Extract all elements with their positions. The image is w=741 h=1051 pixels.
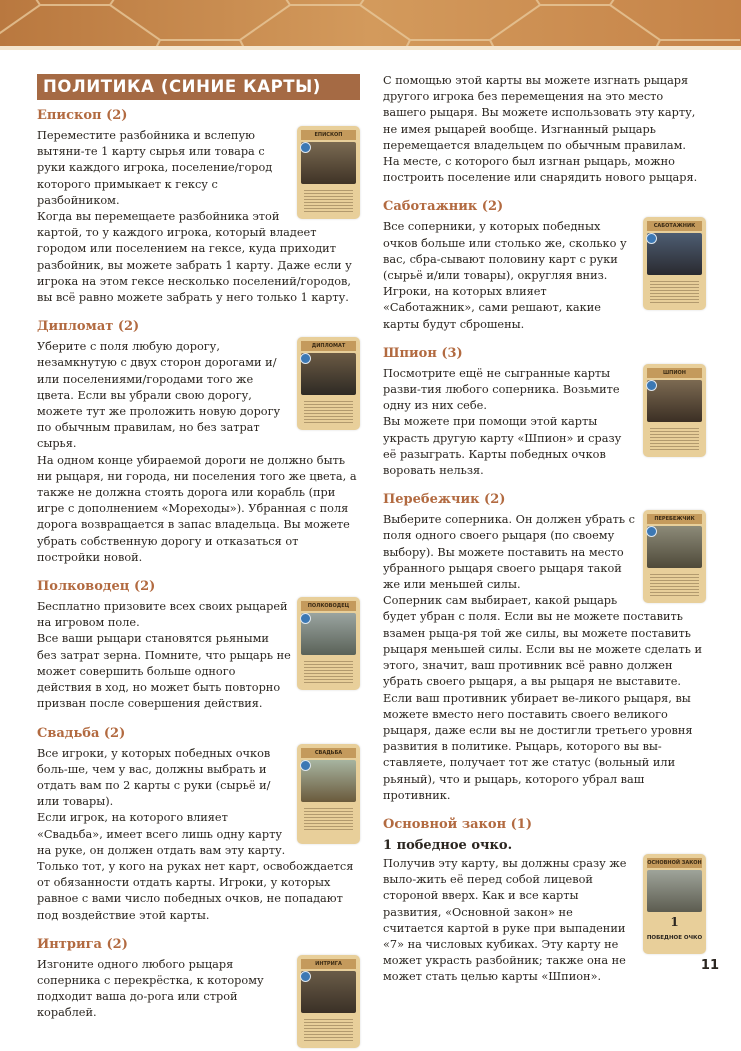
card-title: Интрига (2) bbox=[37, 936, 128, 952]
rule-text: Изгоните одного любого рыцаря соперника с перекрёстка, к которому подходит ваша до-рога или строй кораблей. bbox=[37, 957, 264, 1020]
rule-text: С помощью этой карты вы можете изгнать рыцаря другого игрока без перемещения на это место вашего рыцаря. Вы можете использовать эту карту, не имея рыцарей вообще. Изгнанный рыцарь перемещается владельцем по обычным правилам. На месте, с которого был изгнан рыцарь, можно построить поселение или снарядить нового рыцаря. bbox=[383, 74, 698, 185]
card-entry-episkop bbox=[37, 107, 360, 306]
card-title: Основной закон (1) bbox=[383, 816, 532, 832]
page-number: 11 bbox=[700, 958, 719, 973]
left-column bbox=[37, 74, 360, 1051]
card-entry-polkovodets bbox=[37, 578, 360, 712]
rule-text: Все игроки, у которых победных очков боль-ше, чем у вас, должны выбрать и отдать вам по 2 карты с руки (сырьё и/или товары). bbox=[37, 746, 271, 809]
card-text-lines bbox=[304, 659, 353, 683]
card-thumbnail-title: ДИПЛОМАТ bbox=[301, 341, 356, 351]
card-art bbox=[647, 870, 702, 912]
card-thumbnail-title: САБОТАЖНИК bbox=[647, 221, 702, 231]
rule-text: Переместите разбойника и вслепую вытяни-те 1 карту сырья или товара с руки каждого игрока, поселение/город которого примыкает к гексу с разбойником. bbox=[37, 129, 273, 207]
card-entry-shpion bbox=[383, 345, 706, 479]
right-column bbox=[383, 73, 706, 986]
victory-point-number: 1 bbox=[670, 914, 679, 929]
card-title: Свадьба (2) bbox=[37, 725, 126, 741]
card-title: Епископ (2) bbox=[37, 108, 128, 123]
card-text-lines bbox=[304, 399, 353, 423]
card-thumbnail-title: ЕПИСКОП bbox=[301, 130, 356, 140]
victory-point-label: ПОБЕДНОЕ ОЧКО bbox=[646, 934, 703, 941]
rule-text: Соперник сам выбирает, какой рыцарь будет убран с поля. Если вы не можете поставить взамен рыца-ря той же силы, вы можете поставить рыцаря меньшей силы. Если вы не можете сделать и этого, значит, ваш противник всё равно должен убрать своего рыцаря, а вы рыцаря не выставите. Если ваш противник убирает ве-ликого рыцаря, вы можете вместо него поставить своего великого рыцаря, даже если вы не достигли третьего уровня развития в политике. Рыцарь, которого вы вы-ставляете, получает тот же статус (вольный или рьяный), что и рыцарь, которого убрал ваш противник. bbox=[383, 594, 703, 802]
politics-icon bbox=[646, 380, 657, 391]
card-entry-intriga bbox=[37, 936, 360, 1022]
section-header: ПОЛИТИКА (СИНИЕ КАРТЫ) bbox=[37, 74, 360, 100]
card-thumbnail-title: ИНТРИГА bbox=[301, 959, 356, 969]
rule-text: Игроки, на которых влияет «Саботажник», сами решают, какие карты будут сброшены. bbox=[383, 285, 601, 331]
card-title: Шпион (3) bbox=[383, 345, 463, 361]
card-text-lines bbox=[650, 572, 699, 596]
card-thumbnail-title: ОСНОВНОЙ ЗАКОН bbox=[647, 859, 702, 866]
card-title: Полководец (2) bbox=[37, 579, 156, 595]
rule-text: Получив эту карту, вы должны сразу же выло-жить её перед собой лицевой стороной вверх. Как и все карты развития, «Основной закон» не считается картой в руке при выпадении «7» на числовых кубиках. Эту карту не может украсть разбойник; также она не может стать целью карты «Шпион». bbox=[383, 856, 627, 984]
card-thumbnail bbox=[297, 744, 360, 844]
card-entry-perebezhchik bbox=[383, 491, 706, 804]
card-thumbnail-title: ПЕРЕБЕЖЧИК bbox=[647, 514, 702, 524]
rule-text: Когда вы перемещаете разбойника этой картой, то у каждого игрока, который владеет городом или поселением на гексе, куда приходит разбойник, вы можете забрать 1 карту. Даже если у игрока на этом гексе несколько поселений/городов, вы всё равно можете забрать у него только 1 карту. bbox=[37, 210, 352, 305]
card-thumbnail bbox=[297, 126, 360, 219]
card-title: Перебежчик (2) bbox=[383, 492, 506, 508]
card-entry-diplomat bbox=[37, 318, 360, 566]
header-banner bbox=[0, 0, 741, 50]
card-title: Саботажник (2) bbox=[383, 199, 504, 215]
card-entry-osnovnoy-zakon bbox=[383, 816, 706, 986]
card-text-lines bbox=[304, 1017, 353, 1041]
rule-text: Выберите соперника. Он должен убрать с поля одного своего рыцаря (по своему выбору). Вы можете поставить на место убранного рыцаря своего рыцаря такой же или меньшей силы. bbox=[383, 513, 635, 592]
card-thumbnail-title: ПОЛКОВОДЕЦ bbox=[301, 601, 356, 611]
politics-icon bbox=[300, 142, 311, 153]
card-thumbnail-title: ШПИОН bbox=[647, 368, 702, 378]
rule-text: Вы можете при помощи этой карты украсть другую карту «Шпион» и сразу её разыграть. Карты победных очков воровать нельзя. bbox=[383, 415, 622, 478]
card-thumbnail bbox=[643, 217, 706, 310]
rule-text: Бесплатно призовите всех своих рыцарей на игровом поле. bbox=[37, 600, 288, 630]
rule-text: На одном конце убираемой дороги не должно быть ни рыцаря, ни города, ни поселения того же цвета, а также не должна стоять дорога или корабль (при игре с дополнением «Мореходы»). Убранная с поля дорога возвращается в запас владельца. Вы можете убрать собственную дорогу и отказаться от постройки новой. bbox=[37, 453, 357, 564]
card-entry-svadba bbox=[37, 725, 360, 924]
card-text-lines bbox=[650, 279, 699, 303]
card-thumbnail-title: СВАДЬБА bbox=[301, 748, 356, 758]
card-text-lines bbox=[650, 426, 699, 450]
card-title: Дипломат (2) bbox=[37, 319, 140, 335]
rule-text: Уберите с поля любую дорогу, незамкнутую с двух сторон дорогами и/или поселениями/городами того же цвета. Если вы убрали свою дорогу, можете тут же проложить новую дорогу по обычным правилам, но без затрат сырья. bbox=[37, 340, 281, 451]
card-thumbnail bbox=[643, 854, 706, 954]
card-text-lines bbox=[304, 188, 353, 212]
card-thumbnail bbox=[297, 337, 360, 430]
rule-text: Если игрок, на которого влияет «Свадьба», имеет всего лишь одну карту на руке, он должен отдать вам эту карту. Только тот, у кого на руках нет карт, освобождается от обязанности отдать карты. Игроки, у которых равное с вами число победных очков, не попадают под воздействие этой карты. bbox=[37, 811, 354, 922]
card-thumbnail bbox=[297, 955, 360, 1048]
card-thumbnail bbox=[643, 510, 706, 603]
card-thumbnail bbox=[643, 364, 706, 457]
rule-text: Все соперники, у которых победных очков больше или столько же, сколько у вас, сбра-сывают половину карт с руки (сырьё и/или товары), округляя вниз. bbox=[383, 220, 627, 283]
card-text-lines bbox=[304, 806, 353, 830]
card-subtitle: 1 победное очко. bbox=[383, 837, 513, 853]
hex-pattern bbox=[0, 0, 741, 50]
card-thumbnail bbox=[297, 597, 360, 690]
card-entry-sabotazhnik bbox=[383, 198, 706, 332]
politics-icon bbox=[300, 971, 311, 982]
rule-text: Посмотрите ещё не сыгранные карты разви-тия любого соперника. Возьмите одну из них себе. bbox=[383, 366, 620, 413]
politics-icon bbox=[300, 613, 311, 624]
politics-icon bbox=[300, 760, 311, 771]
rule-text: Все ваши рыцари становятся рьяными без затрат зерна. Помните, что рыцарь не может совершить больше одного действия в ход, но может быть повторно призван после совершения действия. bbox=[37, 632, 291, 711]
